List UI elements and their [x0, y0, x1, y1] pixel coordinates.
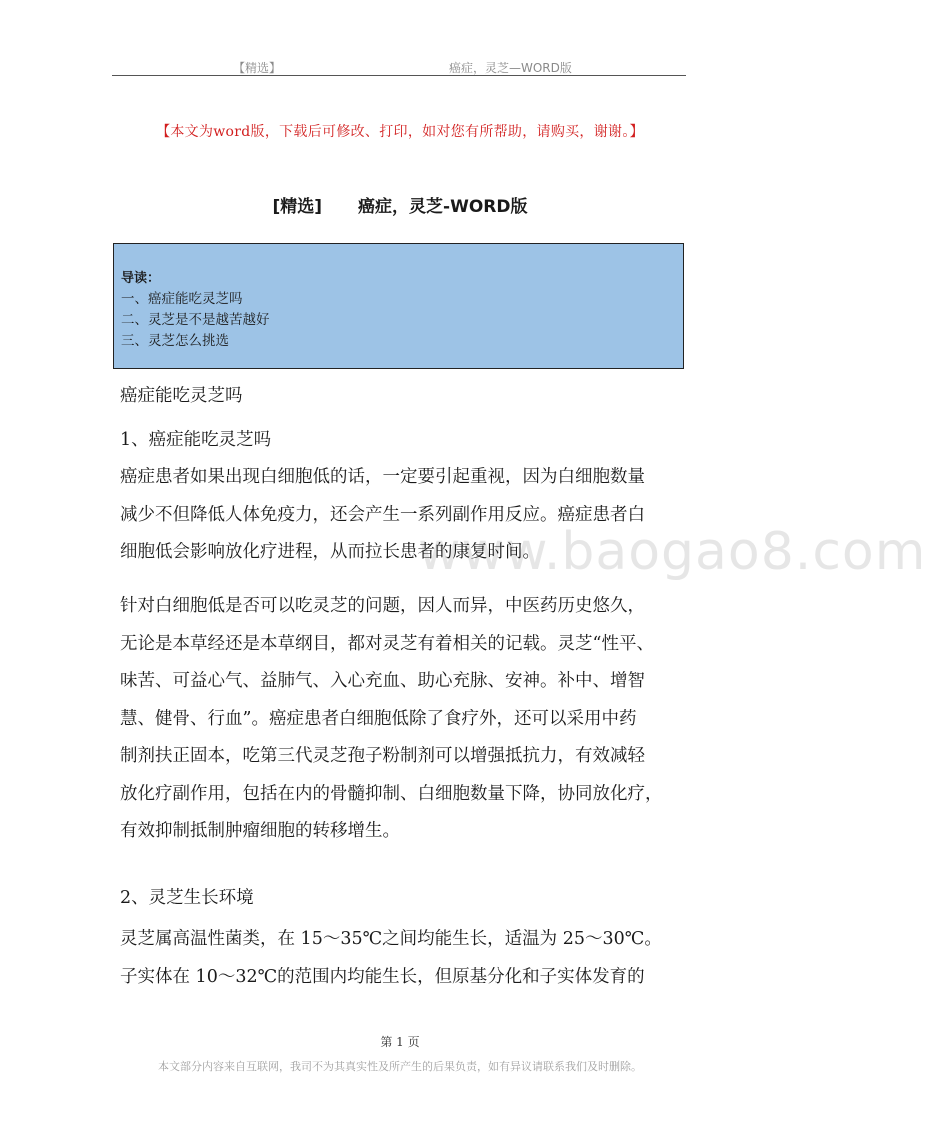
- page-number: 第 1 页: [380, 1035, 420, 1049]
- guide-item: 三、灵芝怎么挑选: [121, 333, 229, 349]
- header-left-label: 【精选】: [233, 61, 282, 75]
- paragraph-line: 癌症患者如果出现白细胞低的话，一定要引起重视，因为白细胞数量: [120, 467, 645, 487]
- heading-2: 2、灵芝生长环境: [120, 888, 254, 908]
- guide-item: 二、灵芝是不是越苦越好: [121, 312, 270, 328]
- paragraph-line: 灵芝属高温性菌类，在 15～35℃之间均能生长，适温为 25～30℃。: [120, 929, 662, 949]
- guide-label: 导读：: [121, 271, 161, 286]
- paragraph-2: [120, 588, 686, 851]
- guide-box: [113, 243, 684, 369]
- paragraph-line: 细胞低会影响放化疗进程，从而拉长患者的康复时间。: [120, 542, 540, 562]
- download-notice: 【本文为word版，下载后可修改、打印，如对您有所帮助，请购买，谢谢。】: [156, 124, 644, 140]
- paragraph-line: 减少不但降低人体免疫力，还会产生一系列副作用反应。癌症患者白: [120, 504, 645, 525]
- document-title: [0, 192, 800, 217]
- watermark: www.baogao8.com: [418, 522, 926, 582]
- header-divider: [112, 75, 686, 76]
- paragraph-line: 针对白细胞低是否可以吃灵芝的问题，因人而异，中医药历史悠久，: [120, 596, 645, 616]
- paragraph-line: 味苦、可益心气、益肺气、入心充血、助心充脉、安神。补中、增智: [120, 671, 645, 691]
- paragraph-1: [120, 459, 686, 572]
- heading-1: 1、癌症能吃灵芝吗: [120, 430, 272, 450]
- guide-item: 一、癌症能吃灵芝吗: [121, 291, 243, 307]
- paragraph-line: 无论是本草经还是本草纲目，都对灵芝有着相关的记载。灵芝“性平、: [120, 633, 654, 654]
- paragraph-line: 制剂扶正固本，吃第三代灵芝孢子粉制剂可以增强抵抗力，有效减轻: [120, 746, 645, 766]
- paragraph-line: 放化疗副作用，包括在内的骨髓抑制、白细胞数量下降，协同放化疗，: [120, 783, 663, 804]
- footer-disclaimer: 本文部分内容来自互联网，我司不为其真实性及所产生的后果负责，如有异议请联系我们及时删除。: [158, 1060, 642, 1073]
- header-right-label: 癌症，灵芝—WORD版: [449, 61, 572, 75]
- title-main: 癌症，灵芝-WORD版: [358, 197, 528, 217]
- title-prefix: [精选]: [272, 197, 323, 217]
- paragraph-line: 子实体在 10～32℃的范围内均能生长，但原基分化和子实体发育的: [120, 966, 645, 987]
- paragraph-line: 慧、健骨、行血”。癌症患者白细胞低除了食疗外，还可以采用中药: [120, 708, 637, 729]
- paragraph-3: [120, 921, 686, 996]
- section-title: 癌症能吃灵芝吗: [120, 386, 243, 406]
- paragraph-line: 有效抑制抵制肿瘤细胞的转移增生。: [120, 821, 400, 841]
